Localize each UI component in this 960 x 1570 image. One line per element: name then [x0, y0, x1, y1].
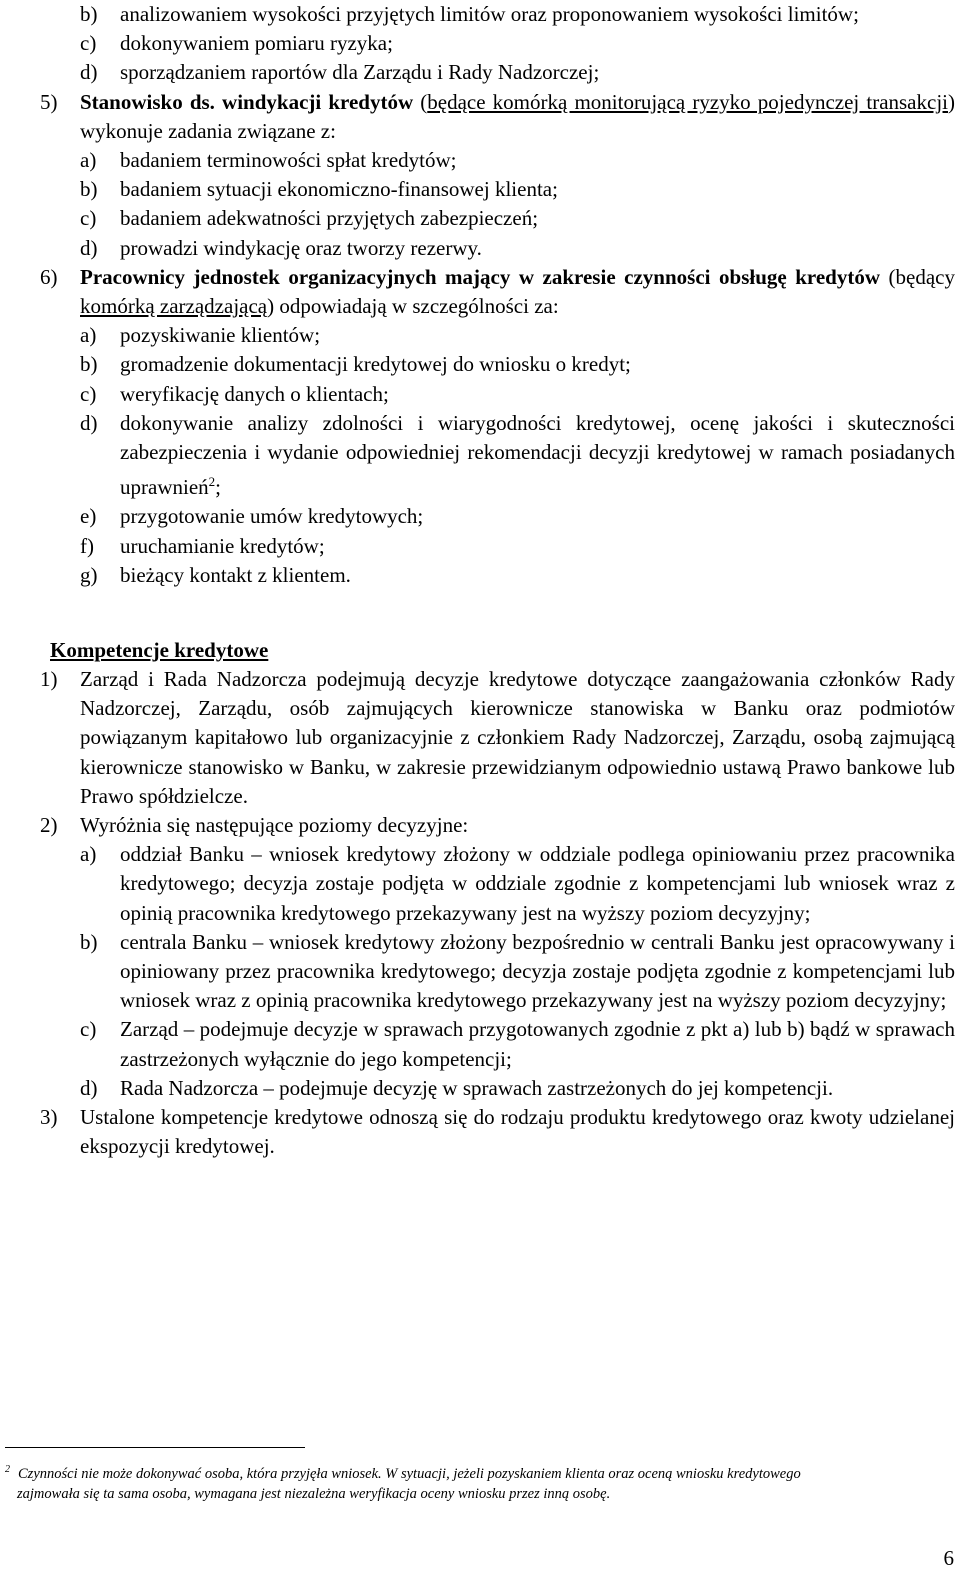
item-label: a) — [80, 842, 97, 867]
list-item — [40, 561, 955, 590]
item-text: pozyskiwanie klientów; — [120, 323, 321, 348]
list-item — [40, 380, 955, 409]
list-item — [40, 175, 955, 204]
item-text: badaniem terminowości spłat kredytów; — [120, 148, 457, 173]
point-text: wykonuje zadania związane z: — [80, 118, 336, 143]
item-text: sporządzaniem raportów dla Zarządu i Rady Nadzorczej; — [120, 60, 600, 85]
item-label: e) — [80, 504, 97, 529]
point-text: ) odpowiadają w szczególności za: — [267, 294, 559, 319]
paren-close: ) — [948, 89, 955, 114]
competence-1 — [40, 665, 955, 811]
section-heading: Kompetencje kredytowe — [50, 638, 269, 662]
list-item — [40, 321, 955, 350]
item-text: badaniem adekwatności przyjętych zabezpieczeń; — [120, 206, 539, 231]
point-label: 3) — [40, 1105, 58, 1130]
point-label: 1) — [40, 667, 58, 691]
responsibilities-section — [40, 0, 955, 590]
item-label: c) — [80, 31, 97, 56]
item-text-tail: ; — [215, 475, 221, 500]
item-label: a) — [80, 148, 97, 173]
competences-section — [40, 665, 955, 1161]
item-text: przygotowanie umów kredytowych; — [120, 504, 424, 529]
item-text: uruchamianie kredytów; — [120, 533, 325, 558]
item-label: g) — [80, 562, 98, 587]
item-label: b) — [80, 177, 98, 202]
item-text: centrala Banku – wniosek kredytowy złożony bezpośrednio w centrali Banku jest opracowywany i opiniowany przez pracownika kredytowego; decyzja zostaje podjęta zgodnie z kompetencjami lub wniosek wraz z opinią pracownika kredytowego przekazywany jest na wyższy poziom decyzyjny; — [120, 929, 955, 1013]
item-text: Zarząd – podejmuje decyzje w sprawach przygotowanych zgodnie z pkt a) lub b) bądź w sprawach zastrzeżonych wyłącznie do jego kompetencji; — [120, 1017, 955, 1071]
item-label: c) — [80, 381, 97, 406]
item-label: d) — [80, 60, 98, 85]
list-item — [40, 0, 955, 29]
item-text: analizowaniem wysokości przyjętych limitów oraz proponowaniem wysokości limitów; — [120, 2, 859, 26]
footnote-text: Czynności nie może dokonywać osoba, która przyjęła wniosek. W sytuacji, jeżeli pozyskaniem klienta oraz oceną wniosku kredytowego — [18, 1466, 801, 1482]
unit-role: będące komórką monitorującą ryzyko pojedynczej transakcji — [427, 89, 948, 114]
item-text: dokonywaniem pomiaru ryzyka; — [120, 31, 393, 56]
list-item — [40, 1015, 955, 1073]
item-label: f) — [80, 533, 94, 558]
footnote-line — [5, 1484, 955, 1504]
item-text: weryfikację danych o klientach; — [120, 381, 389, 406]
item-text: badaniem sytuacji ekonomiczno-finansowej klienta; — [120, 177, 558, 202]
list-item — [40, 532, 955, 561]
item-label: c) — [80, 206, 97, 231]
point-text: Zarząd i Rada Nadzorcza podejmują decyzje kredytowe dotyczące zaangażowania członków Rady Nadzorczej, Zarządu, osób zajmujących kierownicze stanowiska w Banku oraz podmiotów powiązanym kapitałowo lub organizacyjnie z członkiem Rady Nadzorczej, Zarządu, osobą zajmującą kierownicze stanowisko w Banku, w zakresie przewidzianym odpowiednio ustawą Prawo bankowe lub Prawo spółdzielcze. — [80, 667, 955, 808]
footnote-text: zajmowała się ta sama osoba, wymagana jest niezależna weryfikacja oceny wniosku przez inną osobę. — [17, 1486, 611, 1502]
item-label: c) — [80, 1017, 97, 1042]
item-text: dokonywanie analizy zdolności i wiarygodności kredytowej, ocenę jakości i skuteczności zabezpieczenia i wydanie odpowiedniej rekomendacji decyzji kredytowej w ramach posiadanych uprawnień — [120, 410, 955, 500]
point-text: Ustalone kompetencje kredytowe odnoszą się do rodzaju produktu kredytowego oraz kwoty udzielanej ekspozycji kredytowej. — [80, 1105, 955, 1159]
paren-open: ( — [420, 89, 428, 114]
footnote-line — [5, 1460, 955, 1484]
list-item — [40, 29, 955, 58]
footnote-separator — [5, 1447, 305, 1448]
item-label: d) — [80, 410, 98, 435]
list-item — [40, 502, 955, 531]
item-label: d) — [80, 1075, 98, 1100]
competence-2 — [40, 811, 955, 840]
footnote-number: 2 — [5, 1464, 10, 1475]
list-item — [40, 234, 955, 263]
point-5 — [40, 88, 955, 146]
item-label: b) — [80, 2, 98, 26]
item-text: oddział Banku – wniosek kredytowy złożony w oddziale podlega opiniowaniu przez pracownika kredytowego; decyzja zostaje podjęta w oddziale zgodnie z kompetencjami lub wniosek wraz z opinią pracownika kredytowego przekazywany jest na wyższy poziom decyzyjny; — [120, 842, 955, 925]
item-label: b) — [80, 929, 98, 954]
point-text: (będący — [880, 264, 955, 289]
point-label: 6) — [40, 264, 58, 289]
list-item — [40, 840, 955, 928]
item-text: Rada Nadzorcza – podejmuje decyzję w sprawach zastrzeżonych do jej kompetencji. — [120, 1075, 834, 1100]
item-text: gromadzenie dokumentacji kredytowej do wniosku o kredyt; — [120, 352, 631, 377]
list-item — [40, 409, 955, 503]
footnote-ref[interactable]: 2 — [208, 474, 216, 490]
list-item — [40, 146, 955, 175]
competence-3 — [40, 1103, 955, 1161]
point-title: Stanowisko ds. windykacji kredytów — [80, 89, 414, 114]
footnote — [5, 1460, 955, 1504]
unit-role: komórką zarządzającą — [80, 294, 268, 319]
point-label: 2) — [40, 813, 58, 838]
point-6 — [40, 263, 955, 321]
list-item — [40, 350, 955, 379]
point-title: Pracownicy jednostek organizacyjnych mający w zakresie czynności obsługę kredytów — [80, 264, 881, 289]
item-label: d) — [80, 235, 98, 260]
list-item — [40, 204, 955, 233]
list-item — [40, 1074, 955, 1103]
item-label: b) — [80, 352, 98, 377]
list-item — [40, 58, 955, 87]
list-item — [40, 928, 955, 1016]
item-text: bieżący kontakt z klientem. — [120, 562, 351, 587]
page-number: 6 — [943, 1546, 954, 1570]
point-text: Wyróżnia się następujące poziomy decyzyjne: — [80, 813, 469, 838]
item-label: a) — [80, 323, 97, 348]
item-text: prowadzi windykację oraz tworzy rezerwy. — [120, 235, 482, 260]
point-label: 5) — [40, 89, 58, 114]
